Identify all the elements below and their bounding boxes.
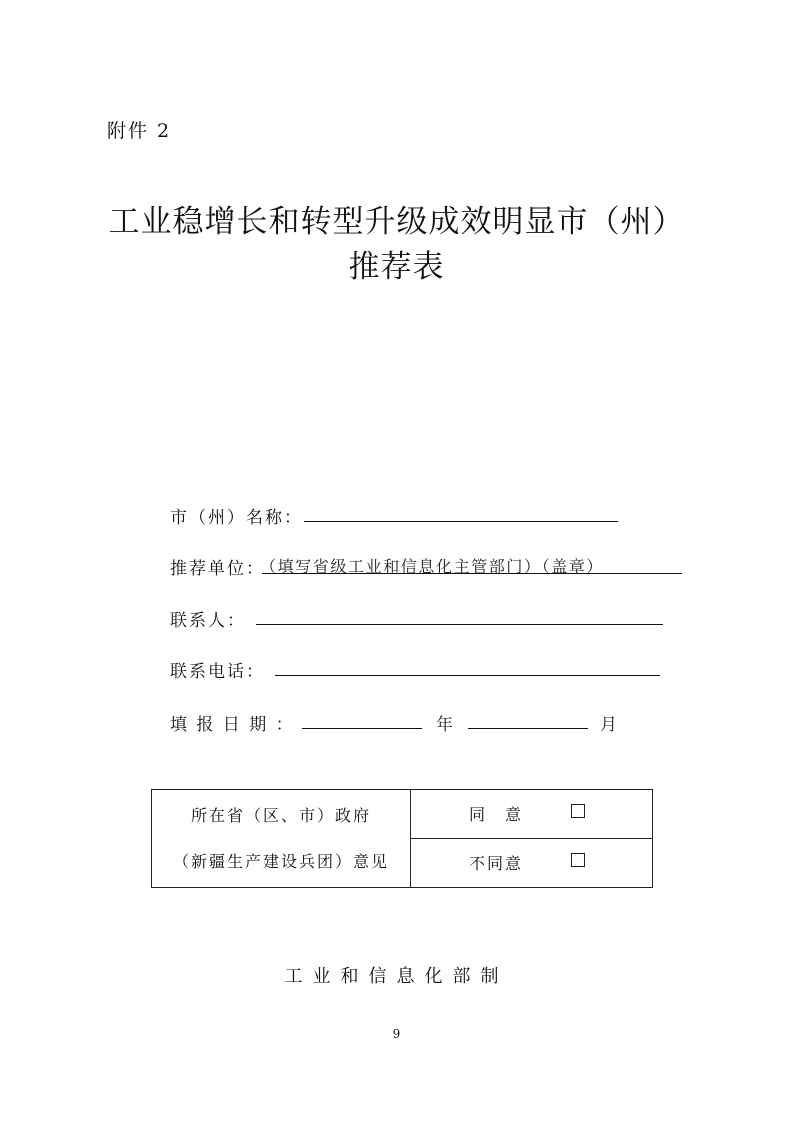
page-number: 9 [392,1027,401,1041]
contact-person-underline[interactable] [256,624,663,625]
contact-person-field [170,606,670,634]
disagree-option-cell [411,839,653,888]
agree-label: 同 意 [469,805,524,824]
month-underline[interactable] [468,728,588,729]
year-label: 年 [436,715,455,735]
city-name-underline[interactable] [304,521,618,522]
fill-date-field [170,710,640,738]
attachment-label: 附件 2 [107,120,172,142]
recommending-unit-label: 推荐单位： [170,559,265,579]
city-name-field [170,503,630,531]
government-opinion-label-cell [152,790,411,888]
ministry-footer: 工业和信息化部制 [284,966,509,987]
fill-date-label: 填 报 日 期 ： [170,715,295,735]
year-underline[interactable] [302,728,422,729]
document-title-line-1: 工业稳增长和转型升级成效明显市（州） [108,204,685,240]
agree-checkbox[interactable] [571,804,585,818]
agree-option-cell [411,790,653,839]
city-name-label: 市（州）名称： [170,508,303,528]
contact-phone-underline[interactable] [275,675,660,676]
disagree-checkbox[interactable] [571,853,585,867]
document-title-line-2: 推荐表 [348,249,445,285]
contact-phone-label: 联系电话： [170,662,265,682]
government-opinion-table [151,789,653,888]
disagree-label: 不同意 [469,854,524,873]
government-opinion-line-2: （新疆生产建设兵团）意见 [172,851,389,871]
contact-phone-field [170,657,670,685]
recommending-unit-field [170,554,690,582]
recommending-unit-value[interactable]: （填写省级工业和信息化主管部门）（盖章） [260,557,605,576]
government-opinion-line-1: 所在省（区、市）政府 [190,805,371,825]
month-label: 月 [600,715,619,735]
recommending-unit-underline [262,573,682,574]
contact-person-label: 联系人： [170,611,246,631]
